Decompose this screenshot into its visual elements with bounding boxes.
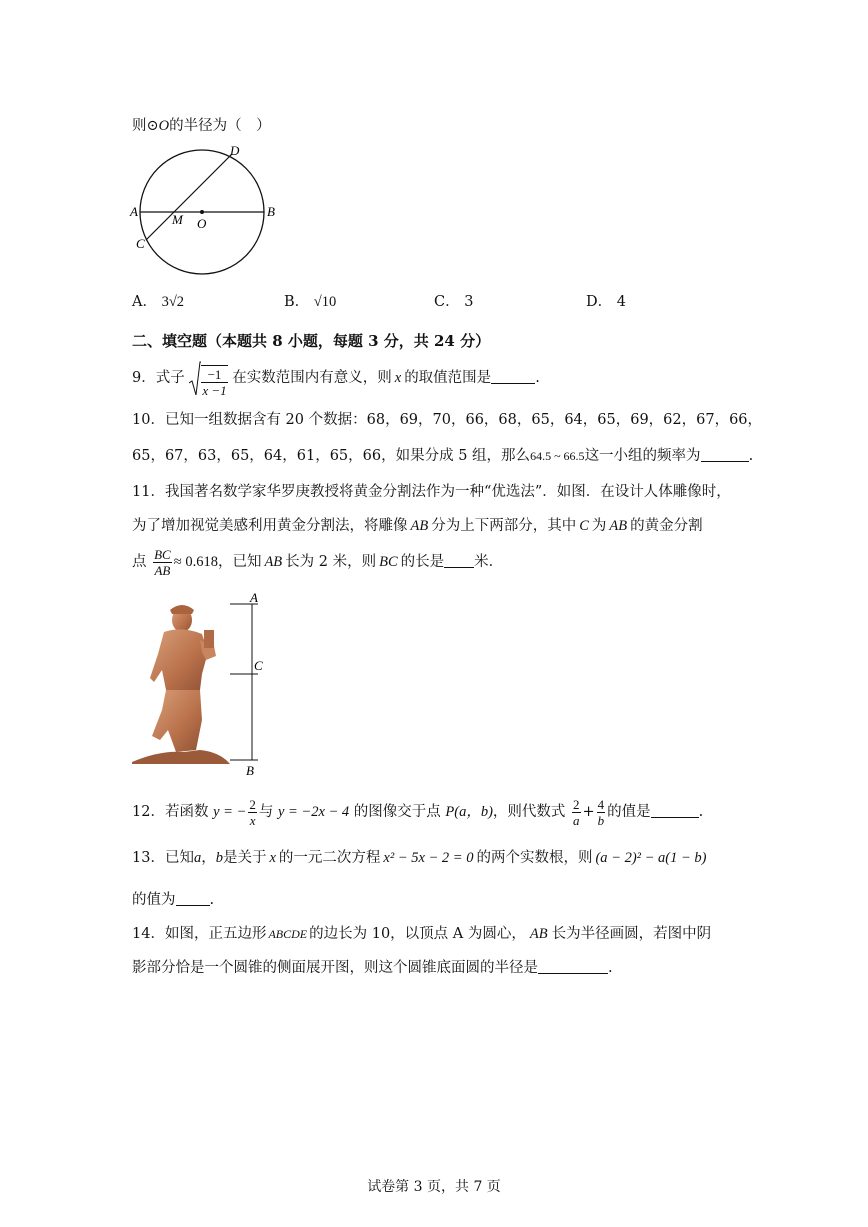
- q9-answer-blank[interactable]: [491, 369, 535, 384]
- q11-line2: [132, 514, 703, 535]
- q12: [132, 792, 703, 832]
- q12-mid1: 与: [258, 804, 274, 820]
- q9: [132, 358, 540, 398]
- q12-f2: y = −2x − 4: [277, 804, 350, 820]
- q12-e-num1: 2: [573, 796, 580, 812]
- q8-circle-figure: [126, 142, 286, 278]
- q11-line2a: 为了增加视觉美感利用黄金分割法，将雕像: [132, 518, 408, 534]
- q8-label-o: O: [197, 216, 207, 231]
- q12-mid2: 的图像交于点: [353, 804, 441, 820]
- q13-line1: [132, 846, 706, 867]
- q8-label-m: M: [172, 212, 183, 227]
- q9-mid: 在实数范围内有意义，则: [232, 370, 392, 386]
- q12-answer-blank[interactable]: [651, 803, 699, 818]
- q11-frac-den: AB: [154, 562, 171, 578]
- q13-line2-text: 的值为: [132, 892, 176, 908]
- section-2-heading: 二、填空题（本题共 8 小题，每题 3 分，共 24 分）: [132, 332, 491, 350]
- q13-expression: (a − 2)² − a(1 − b): [595, 850, 707, 866]
- q11-line3: [132, 542, 503, 582]
- q12-e-frac1: [572, 797, 581, 828]
- q9-number: 9．: [132, 370, 156, 386]
- q9-frac-den: x −1: [202, 382, 227, 398]
- q11-line2d: 的黄金分割: [630, 518, 703, 534]
- q12-f1-fraction: [248, 797, 257, 828]
- q8-label-a: A: [130, 204, 138, 219]
- q12-end: .: [698, 804, 704, 820]
- q11-answer-blank[interactable]: [444, 553, 474, 568]
- q12-e-num2: 4: [597, 796, 605, 812]
- q11-line3e: 米．: [474, 554, 504, 570]
- q8-label-b: B: [267, 204, 275, 219]
- q11-statue-figure: [130, 590, 280, 780]
- q9-end: .: [535, 370, 540, 386]
- q11-line1: 11．我国著名数学家华罗庚教授将黄金分割法作为一种“优选法”．如图．在设计人体雕像时，: [132, 484, 731, 500]
- q8-label-d: D: [230, 143, 240, 158]
- q8-stem-var: O: [158, 118, 170, 134]
- q13-line1b: 是关于: [222, 850, 267, 866]
- q13-end: .: [209, 892, 215, 908]
- q13-line1c: 的一元二次方程: [278, 850, 381, 866]
- q8-option-d[interactable]: [586, 290, 626, 311]
- q8-stem-prefix: 则⊙: [132, 118, 159, 134]
- q14-line2-text: 影部分恰是一个圆锥的侧面展开图，则这个圆锥底面圆的半径是: [132, 960, 538, 976]
- q12-f1: y = −: [213, 804, 247, 820]
- q12-f1-den: x: [249, 812, 256, 828]
- q13-b: b: [215, 850, 223, 866]
- q9-post: 的取值范围是: [404, 370, 492, 386]
- q12-e-den2: b: [597, 812, 605, 828]
- q12-f1-num: 2: [249, 796, 256, 812]
- q11-line3c: 长为 2 米，则: [285, 554, 377, 570]
- q14-line1a: 14．如图，正五边形: [132, 926, 267, 942]
- q11-frac-num: BC: [154, 546, 171, 562]
- q8-option-c-letter: C．: [434, 294, 460, 310]
- q11-label-b: B: [246, 763, 254, 778]
- q10-range: 64.5 ~ 66.5: [530, 449, 585, 463]
- q9-fraction: [201, 365, 227, 398]
- q10-line2a: 65，67，63，65，64，61，65，66，如果分成 5 组，那么: [132, 448, 531, 464]
- q8-option-c[interactable]: [434, 290, 473, 311]
- q13-answer-blank[interactable]: [176, 891, 210, 906]
- q8-option-d-letter: D．: [586, 294, 613, 310]
- q10-line2b: 这一小组的频率为: [584, 448, 701, 464]
- q8-option-d-value: 4: [616, 294, 626, 310]
- q12-mid3: ，则代数式: [492, 804, 566, 820]
- q14-line2: [132, 956, 613, 977]
- q11-fraction: [153, 547, 172, 578]
- q14-ab: AB: [529, 926, 548, 942]
- q10-line2: [132, 444, 753, 465]
- q14-line1: [132, 922, 711, 943]
- q10-line1: 10．已知一组数据含有 20 个数据：68，69，70，66，68，65，64，65，69，62，67，66，: [132, 412, 763, 428]
- q14-line1c: 长为半径画圆，若图中阴: [551, 926, 712, 942]
- q13-line1a: 13．已知: [132, 850, 194, 866]
- q11-line2b: 分为上下两部分，其中: [431, 518, 577, 534]
- q12-e-frac2: [597, 797, 606, 828]
- q8-stem-suffix: 的半径为（ ）: [169, 118, 271, 134]
- q10-end: .: [748, 448, 754, 464]
- q13-x: x: [269, 850, 276, 866]
- q13-line1d: 的两个实数根，则: [476, 850, 593, 866]
- q14-line1b: 的边长为 10，以顶点 A 为圆心，: [309, 926, 526, 942]
- radical-sign-icon: [189, 361, 201, 397]
- q8-option-c-value: 3: [464, 294, 474, 310]
- q12-plus: +: [582, 804, 595, 820]
- q11-ab-1: AB: [410, 518, 429, 534]
- q11-ab-2: AB: [609, 518, 628, 534]
- q11-line3b: ，已知: [217, 554, 262, 570]
- q14-polygon: ABCDE: [268, 927, 308, 941]
- q11-approx: ≈ 0.618: [173, 554, 218, 570]
- page-footer: 试卷第 3 页，共 7 页: [367, 1179, 501, 1195]
- q12-e-den1: a: [573, 812, 580, 828]
- q9-frac-num: −1: [201, 367, 227, 383]
- q9-var: x: [394, 370, 402, 386]
- statue-image: [132, 605, 230, 764]
- q8-option-a-value: 3√2: [161, 294, 185, 310]
- q8-stem: [132, 114, 271, 135]
- q8-option-b-value: √10: [313, 294, 337, 310]
- q11-label-a: A: [250, 590, 258, 605]
- q11-line3a: 点: [132, 554, 147, 570]
- q14-end: .: [608, 960, 613, 976]
- q8-label-c: C: [136, 236, 145, 251]
- q12-point: P(a，b): [445, 804, 493, 820]
- q13-equation: x² − 5x − 2 = 0: [383, 850, 474, 866]
- q14-answer-blank[interactable]: [538, 959, 608, 974]
- q11-line2c: 为: [591, 518, 607, 534]
- q10-answer-blank[interactable]: [701, 447, 749, 462]
- q8-option-b[interactable]: [284, 290, 336, 311]
- q11-c: C: [579, 518, 589, 534]
- q11-bc: BC: [379, 554, 398, 570]
- q8-option-a[interactable]: [132, 290, 184, 311]
- q11-label-c: C: [254, 658, 263, 673]
- q13-line2: [132, 888, 214, 909]
- q8-option-b-letter: B．: [284, 294, 310, 310]
- q13-sep: ，: [201, 850, 216, 866]
- q8-option-a-letter: A．: [132, 294, 157, 310]
- q9-sqrt: [189, 361, 227, 398]
- q12-number: 12．若函数: [132, 804, 209, 820]
- q12-post: 的值是: [607, 804, 651, 820]
- q11-line3d: 的长是: [400, 554, 445, 570]
- q11-ab-3: AB: [264, 554, 283, 570]
- q9-pre: 式子: [155, 370, 185, 386]
- q13-a: a: [193, 850, 202, 866]
